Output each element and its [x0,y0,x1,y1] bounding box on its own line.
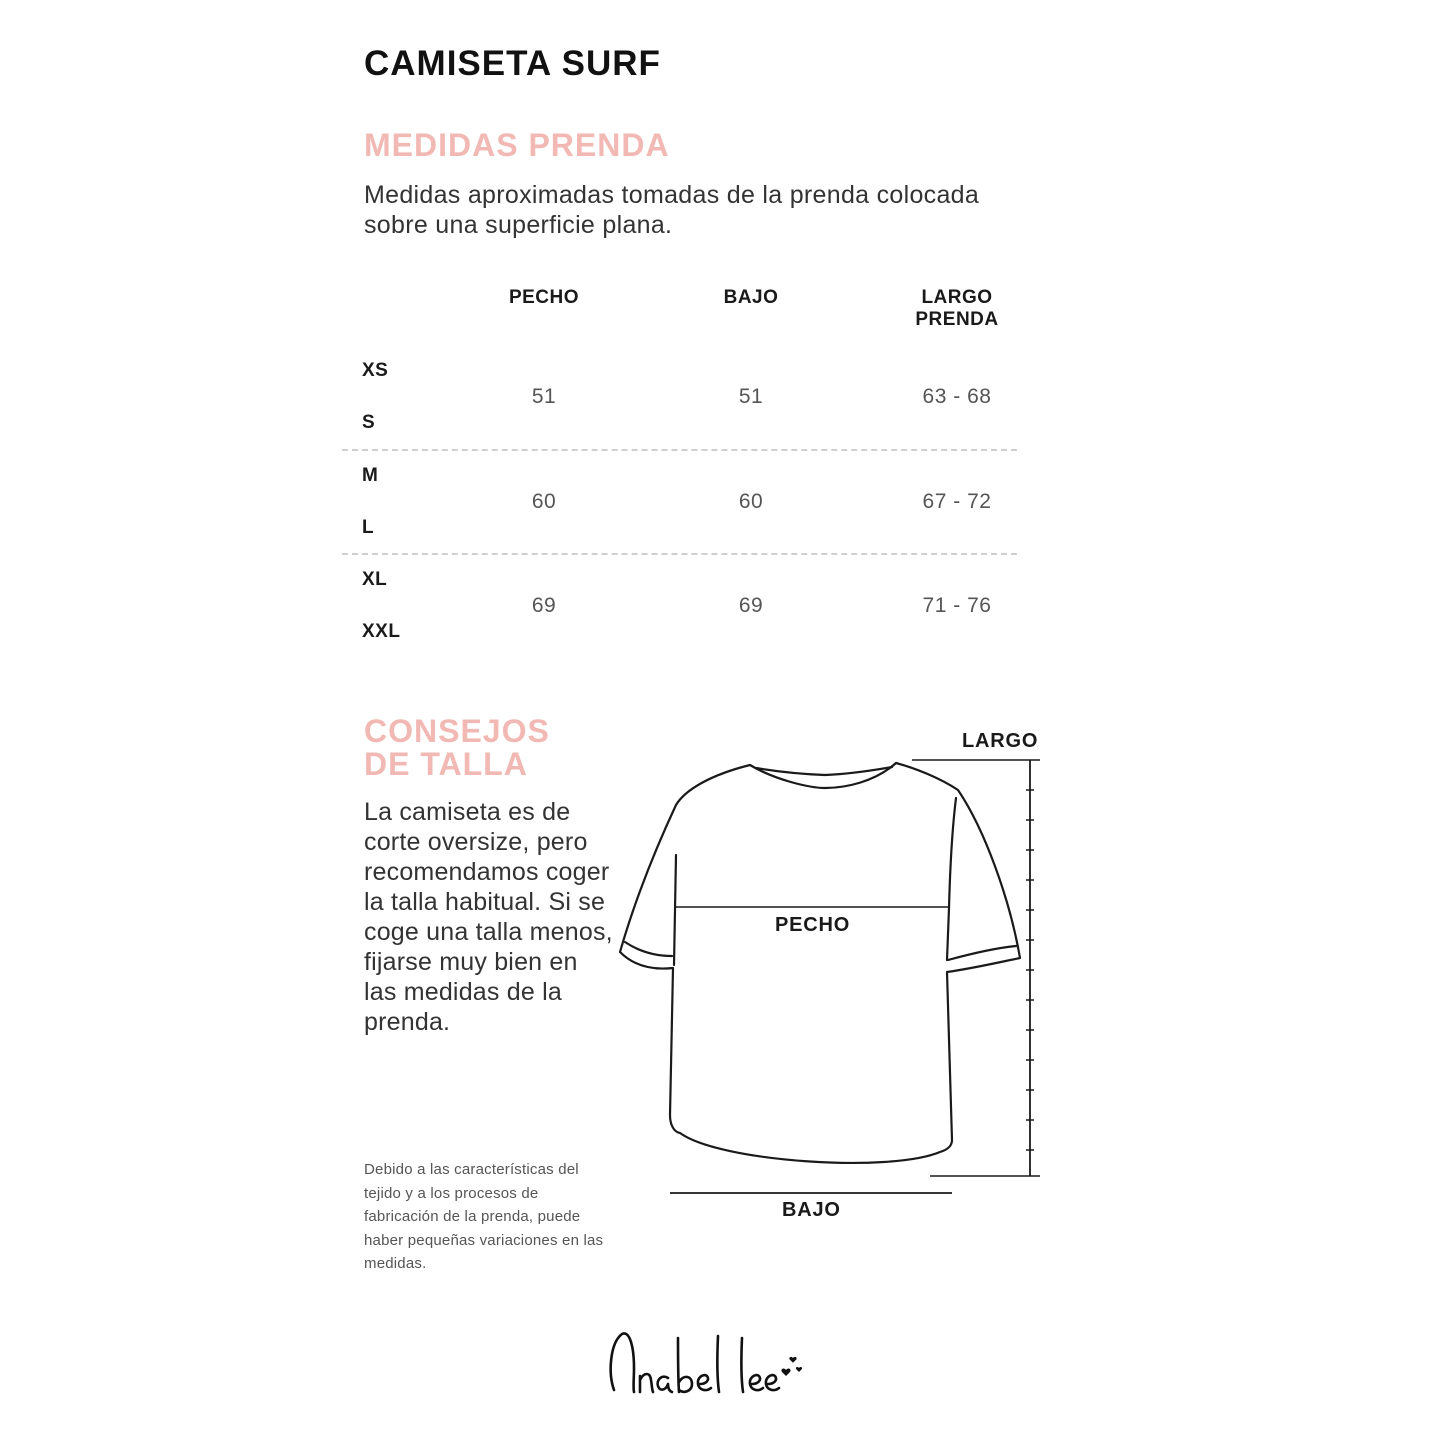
diagram-label-bajo: BAJO [782,1199,841,1221]
advice-title-line2: DE TALLA [364,746,528,782]
column-header-bajo: BAJO [723,287,779,308]
measurements-description: Medidas aproximadas tomadas de la prenda colocada sobre una superficie plana. [364,181,980,239]
tshirt-diagram [600,720,1080,1240]
brand-logo [600,1318,820,1408]
value-largo-xs-s: 63 - 68 [922,385,992,408]
tshirt-neck-inner [756,767,892,775]
tshirt-shoulder-right [947,798,956,960]
column-header-pecho: PECHO [508,287,580,308]
value-pecho-xl-xxl: 69 [531,594,557,617]
diagram-label-pecho: PECHO [775,914,851,936]
diagram-label-largo: LARGO [962,730,1039,752]
hearts-icon [781,1357,802,1376]
page-title: CAMISETA SURF [364,44,661,83]
size-label-xs: XS [362,360,389,381]
value-largo-m-l: 67 - 72 [922,490,992,513]
advice-text: La camiseta es de corte oversize, pero recomendamos coger la talla habitual. Si se coge una talla menos, fijarse muy bien en las medidas de la prenda. [364,798,613,1036]
row-divider [342,553,1017,555]
tshirt-cuff-left [625,942,672,956]
size-label-l: L [362,517,375,538]
size-label-xl: XL [362,569,388,590]
measurements-title: MEDIDAS PRENDA [364,127,670,163]
advice-note: Debido a las características del tejido y a los procesos de fabricación de la prenda, puede haber pequeñas variaciones en las medidas. [364,1161,604,1272]
value-pecho-xs-s: 51 [531,385,557,408]
tshirt-outline [620,763,1020,1163]
tshirt-cuff-right [948,946,1016,960]
column-header-largo: LARGO PRENDA [915,287,999,330]
size-label-xxl: XXL [362,621,401,642]
value-bajo-m-l: 60 [738,490,764,513]
value-largo-xl-xxl: 71 - 76 [922,594,992,617]
tshirt-shoulder-left [674,855,676,965]
value-bajo-xs-s: 51 [738,385,764,408]
row-divider [342,449,1017,451]
size-label-s: S [362,412,376,433]
size-label-m: M [362,465,379,486]
value-bajo-xl-xxl: 69 [738,594,764,617]
value-pecho-m-l: 60 [531,490,557,513]
advice-title-line1: CONSEJOS [364,713,550,749]
